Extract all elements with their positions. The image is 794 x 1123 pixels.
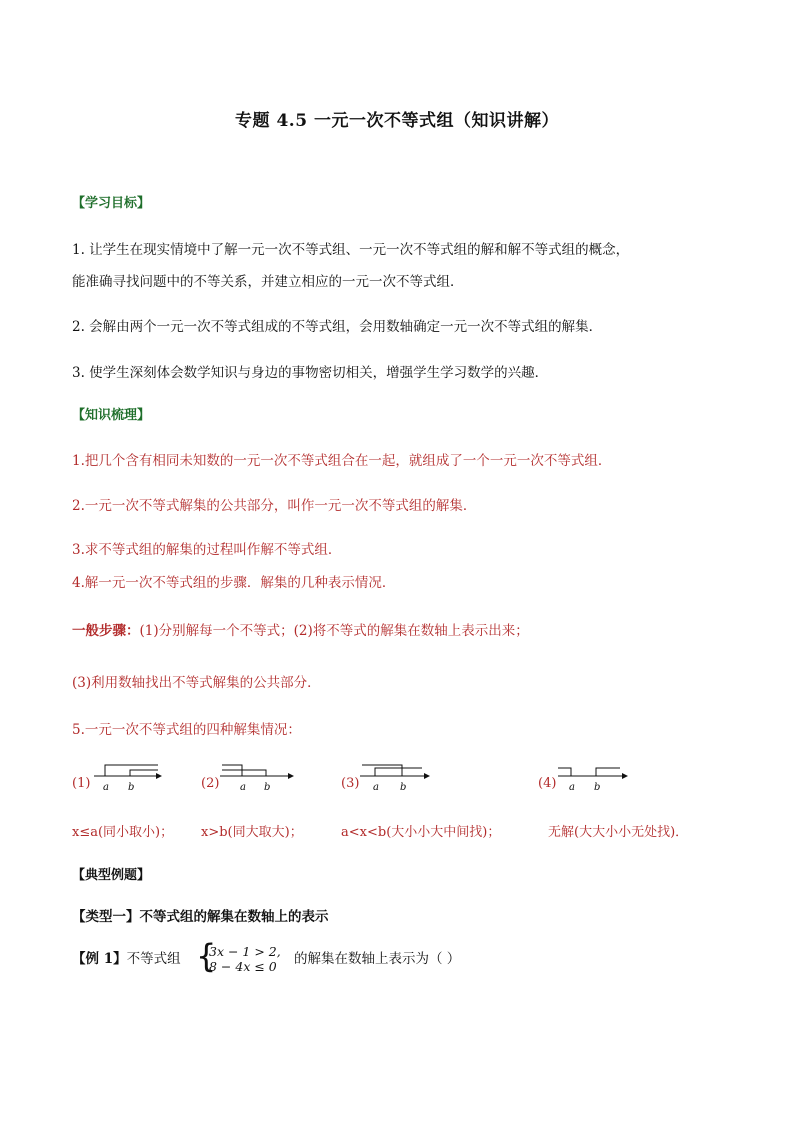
- case-3-description: a<x<b(大小小大中间找)；: [341, 825, 501, 840]
- knowledge-heading: 【知识梳理】: [72, 408, 151, 423]
- case-3-b: b: [400, 782, 407, 793]
- objective-1-line-1: 1. 让学生在现实情境中了解一元一次不等式组、一元一次不等式组的解和解不等式组的概念，: [72, 242, 630, 258]
- objectives-heading: 【学习目标】: [72, 196, 151, 211]
- case-2-number-line: [218, 760, 294, 798]
- knowledge-point-3: 3.求不等式组的解集的过程叫作解不等式组．: [72, 542, 342, 558]
- objective-3: 3. 使学生深刻体会数学知识与身边的事物密切相关，增强学生学习数学的兴趣．: [72, 365, 549, 381]
- case-3-a: a: [373, 782, 379, 793]
- case-2-description: x>b(同大取大)；: [201, 825, 303, 840]
- case-4-label: (4): [538, 776, 557, 791]
- page-title: 专题 4.5 一元一次不等式组（知识讲解）: [235, 111, 559, 131]
- example-1-question: 的解集在数轴上表示为（ ）: [294, 951, 461, 967]
- inequality-1: 3x − 1 > 2,: [209, 944, 281, 959]
- case-4-a: a: [569, 782, 575, 793]
- case-3-number-line: [358, 760, 430, 798]
- case-1-number-line: [92, 760, 162, 798]
- case-2-b: b: [264, 782, 271, 793]
- example-1-label: 【例 1】: [72, 951, 127, 967]
- case-1-label: (1): [72, 776, 91, 791]
- general-steps-text: (1)分别解每一个不等式；(2)将不等式的解集在数轴上表示出来；: [139, 623, 529, 639]
- objective-2: 2. 会解由两个一元一次不等式组成的不等式组，会用数轴确定一元一次不等式组的解集．: [72, 319, 603, 335]
- case-4-description: 无解(大大小小无处找)．: [548, 825, 689, 840]
- case-2-label: (2): [201, 776, 220, 791]
- example-1-intro: 不等式组: [126, 951, 181, 967]
- examples-heading: 【典型例题】: [72, 868, 151, 883]
- case-2-a: a: [240, 782, 246, 793]
- case-4-b: b: [594, 782, 601, 793]
- case-1-a: a: [103, 782, 109, 793]
- objective-1-line-2: 能准确寻找问题中的不等关系，并建立相应的一元一次不等式组．: [72, 274, 464, 290]
- general-step-3: (3)利用数轴找出不等式解集的公共部分．: [72, 675, 321, 691]
- knowledge-point-4: 4.解一元一次不等式组的步骤．解集的几种表示情况．: [72, 575, 396, 591]
- case-4-number-line: [556, 760, 628, 798]
- case-1-b: b: [128, 782, 135, 793]
- knowledge-point-2: 2.一元一次不等式解集的公共部分，叫作一元一次不等式组的解集．: [72, 498, 477, 514]
- system-brace: {: [196, 937, 217, 975]
- example-1-prefix: [72, 948, 181, 970]
- case-1-description: x≤a(同小取小)；: [72, 825, 174, 840]
- type-1-heading: 【类型一】不等式组的解集在数轴上的表示: [72, 909, 329, 925]
- inequality-2: 8 − 4x ≤ 0: [209, 959, 277, 974]
- knowledge-point-1: 1.把几个含有相同未知数的一元一次不等式组合在一起，就组成了一个一元一次不等式组．: [72, 453, 612, 469]
- case-3-label: (3): [341, 776, 360, 791]
- general-steps: [72, 620, 529, 642]
- inequality-system: [209, 944, 281, 974]
- knowledge-point-5: 5.一元一次不等式组的四种解集情况：: [72, 722, 301, 738]
- general-steps-label: 一般步骤：: [72, 623, 140, 639]
